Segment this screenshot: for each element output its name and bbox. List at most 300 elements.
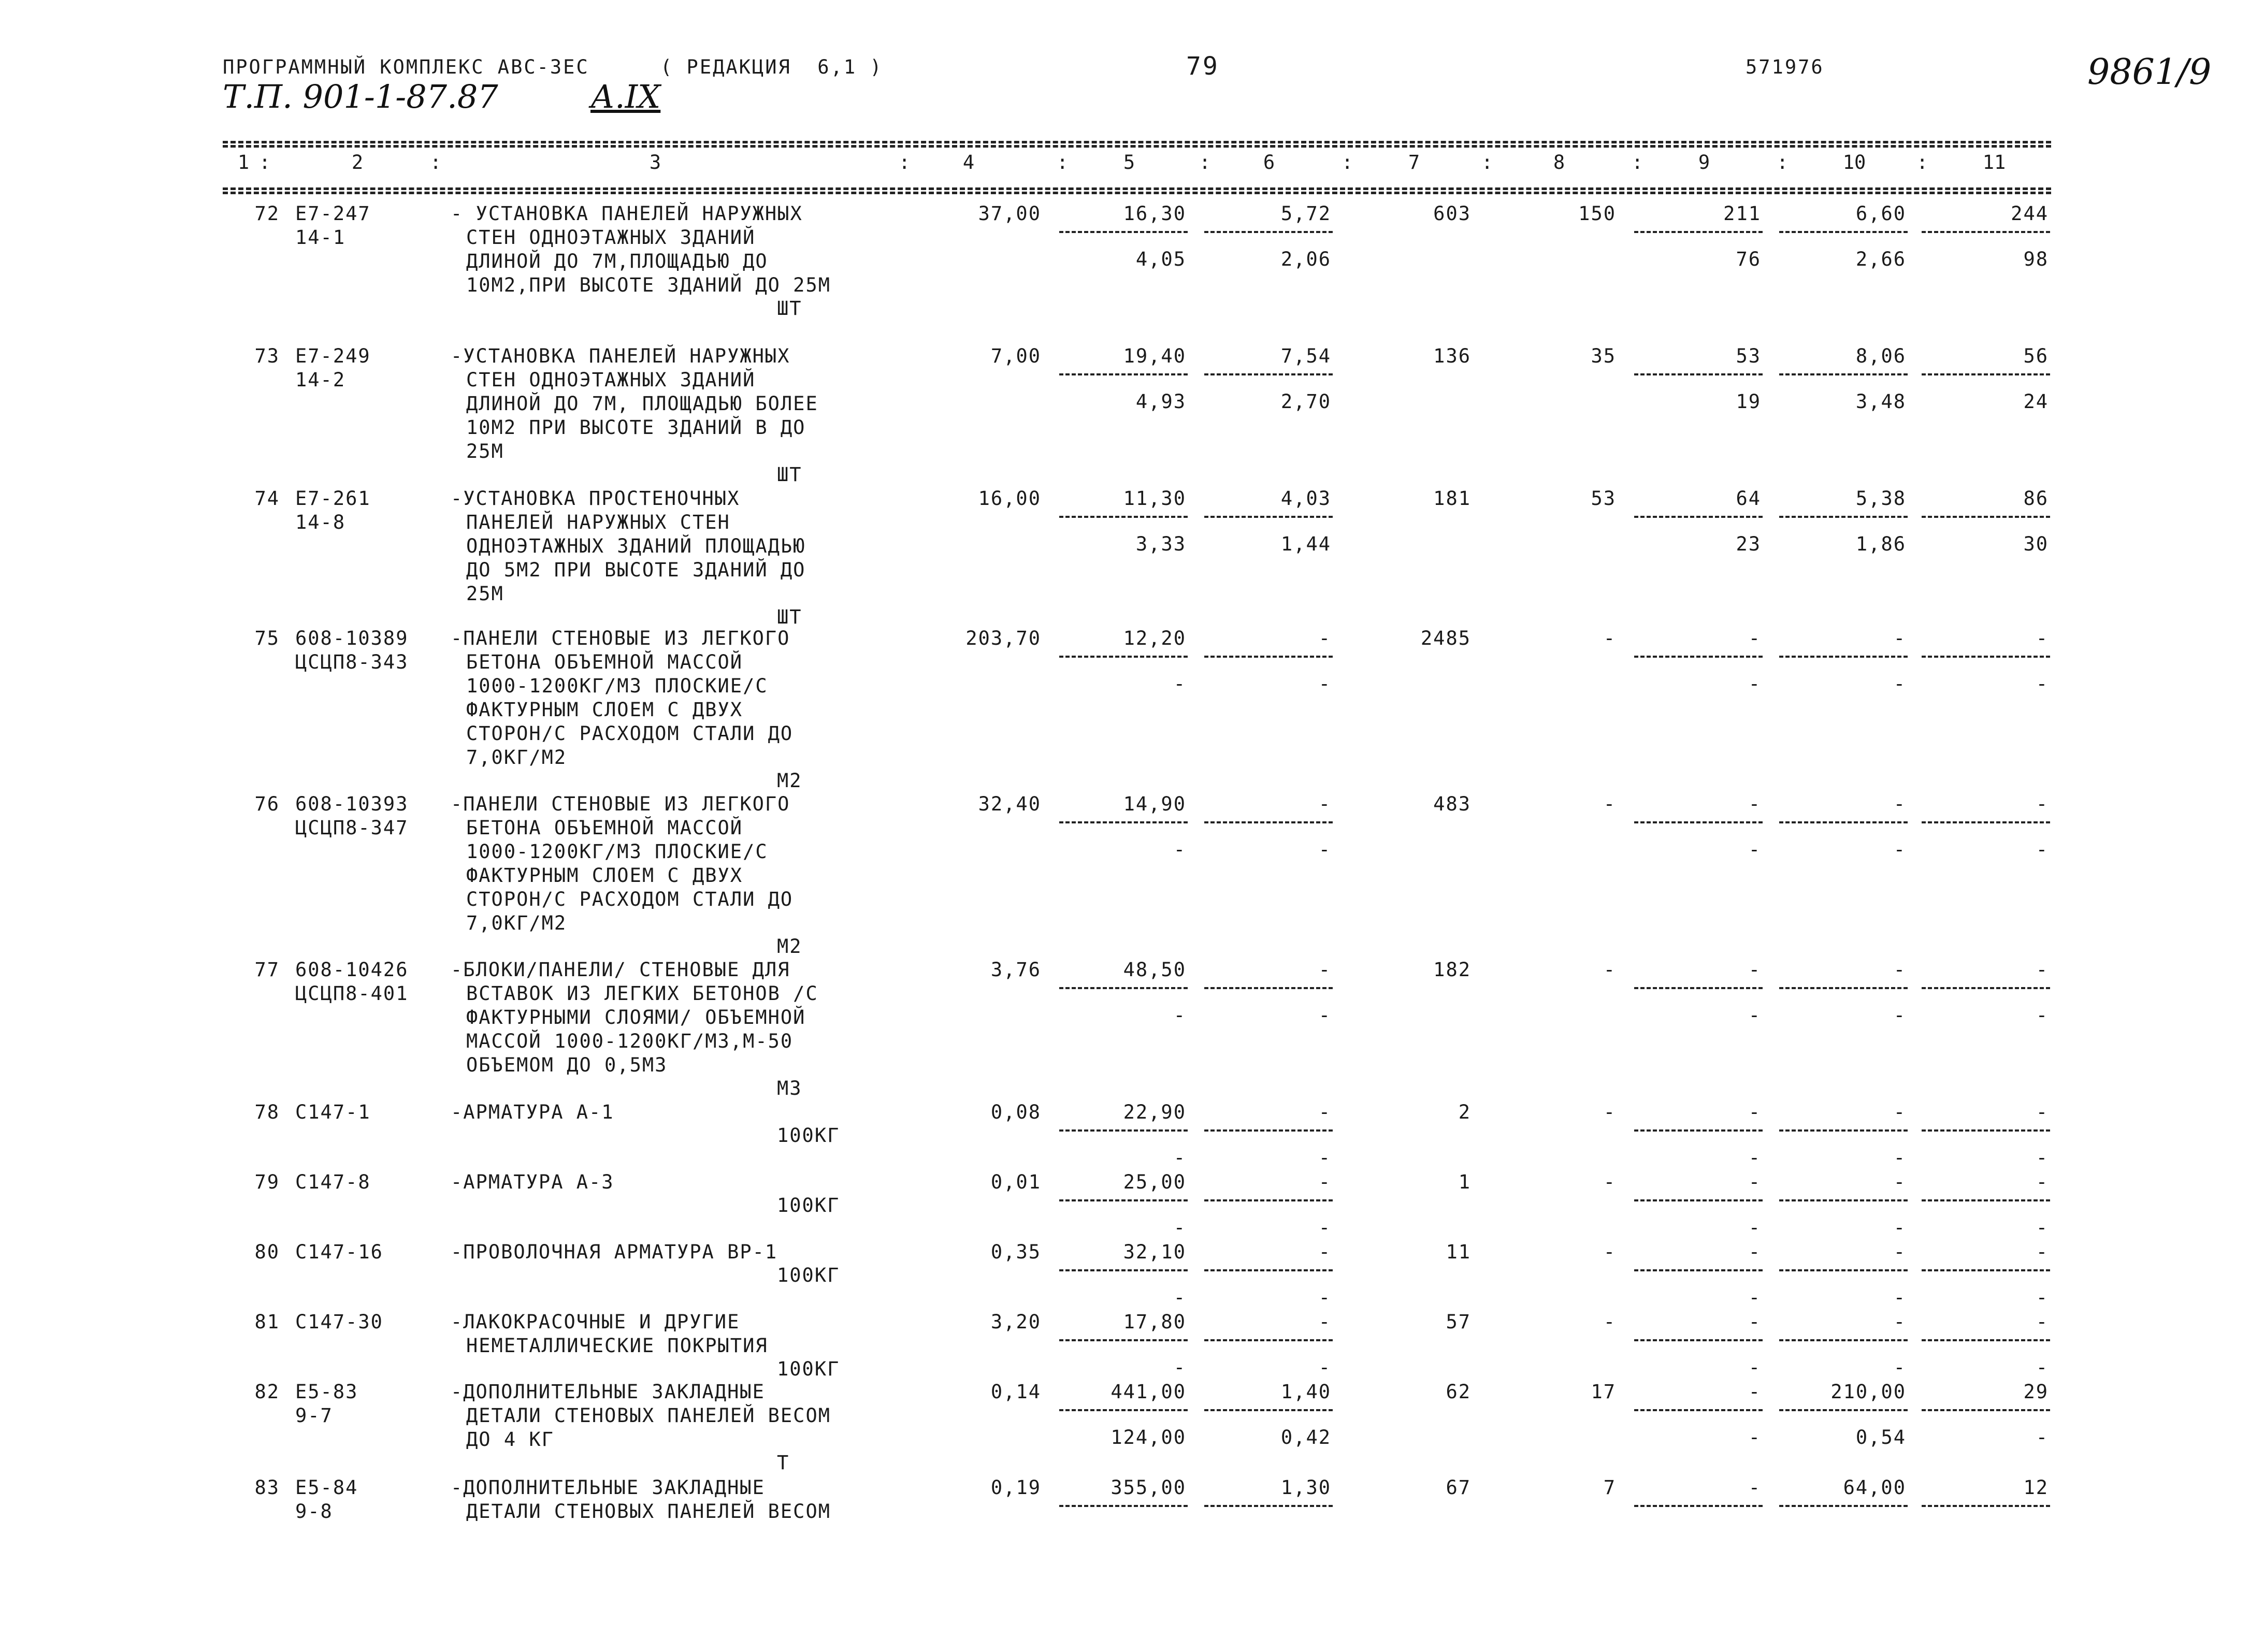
work-description-line: -УСТАНОВКА ПРОСТЕНОЧНЫХ [451,487,740,510]
cell-col-10-lower: - [1893,1286,1906,1309]
cell-col-11-lower: - [2036,1216,2049,1239]
cell-col-9: - [1748,1171,1761,1193]
column-separator: : [1777,151,1789,173]
work-description-line: 7,0КГ/М2 [466,912,567,934]
cell-col-9: - [1748,627,1761,649]
value-divider-line [1922,1339,2050,1341]
work-description-line: ДЛИНОЙ ДО 7М, ПЛОЩАДЬЮ БОЛЕЕ [466,393,818,415]
value-divider-line [1779,373,1908,375]
cell-col-6-lower: 1,44 [1280,533,1331,555]
row-number: 78 [254,1101,280,1123]
cell-col-6: - [1318,1241,1331,1263]
value-divider-line [1779,1339,1908,1341]
cell-col-10-lower: - [1893,1004,1906,1026]
cell-col-5-lower: 4,05 [1135,248,1186,270]
row-number: 81 [254,1311,280,1333]
cell-col-5: 355,00 [1111,1476,1186,1499]
cell-col-9-lower: - [1748,1147,1761,1169]
norm-code: 608-10389 [295,627,409,649]
row-number: 75 [254,627,280,649]
cell-col-10: 64,00 [1843,1476,1906,1499]
cell-col-8: 53 [1591,487,1616,510]
cell-col-6: 4,03 [1280,487,1331,510]
cell-col-7: 603 [1433,202,1471,225]
cell-col-10-lower: - [1893,1147,1906,1169]
work-description-line: ПАНЕЛЕЙ НАРУЖНЫХ СТЕН [466,511,730,533]
value-divider-line [1634,987,1763,989]
value-divider-line [1059,1129,1188,1132]
row-number: 72 [254,202,280,225]
column-separator: : [1342,151,1353,173]
cell-col-5-lower: 3,33 [1135,533,1186,555]
cell-col-4: 3,20 [990,1311,1041,1333]
cell-col-9-lower: 19 [1736,390,1761,413]
cell-col-6-lower: - [1318,838,1331,861]
column-number-9: 9 [1698,151,1710,173]
value-divider-line [1634,1269,1763,1271]
value-divider-line [1204,821,1333,823]
cell-col-5: 14,90 [1123,793,1186,815]
value-divider-line [1059,373,1188,375]
edition-label: ( РЕДАКЦИЯ 6,1 ) [660,56,883,78]
cell-col-6: 1,40 [1280,1381,1331,1403]
value-divider-line [1779,1269,1908,1271]
cell-col-7: 67 [1446,1476,1471,1499]
cell-col-9-lower: - [1748,1286,1761,1309]
cell-col-4: 0,14 [990,1381,1041,1403]
work-description-line: ОБЪЕМОМ ДО 0,5М3 [466,1054,668,1076]
cell-col-11: - [2036,793,2049,815]
cell-col-6: - [1318,1171,1331,1193]
cell-col-4: 0,19 [990,1476,1041,1499]
cell-col-10-lower: - [1893,673,1906,695]
column-separator: : [1481,151,1493,173]
value-divider-line [1922,1409,2050,1411]
row-number: 76 [254,793,280,815]
column-separator: : [1632,151,1643,173]
cell-col-5-lower: - [1173,1356,1186,1379]
cell-col-9: - [1748,1381,1761,1403]
value-divider-line [1779,1409,1908,1411]
cell-col-9-lower: - [1748,1356,1761,1379]
value-divider-line [1779,656,1908,658]
cell-col-4: 7,00 [990,345,1041,367]
cell-col-10-lower: 2,66 [1855,248,1906,270]
value-divider-line [1204,231,1333,233]
cell-col-8: - [1603,959,1616,981]
column-separator: : [430,151,442,173]
column-number-2: 2 [351,151,364,173]
value-divider-line [1779,1505,1908,1507]
cell-col-7: 1 [1458,1171,1471,1193]
measure-unit: Т [777,1452,790,1474]
work-description-line: НЕМЕТАЛЛИЧЕСКИЕ ПОКРЫТИЯ [466,1335,768,1357]
norm-code: Е7-247 [295,202,371,225]
cell-col-11-lower: - [2036,1356,2049,1379]
cell-col-6-lower: - [1318,1216,1331,1239]
cell-col-6: - [1318,1101,1331,1123]
cell-col-11: 29 [2023,1381,2049,1403]
table-top-rule-2 [223,145,2051,148]
cell-col-11-lower: 30 [2023,533,2049,555]
row-number: 73 [254,345,280,367]
cell-col-8: 17 [1591,1381,1616,1403]
cell-col-4: 0,01 [990,1171,1041,1193]
measure-unit: 100КГ [777,1124,840,1147]
value-divider-line [1634,1339,1763,1341]
cell-col-8: - [1603,1311,1616,1333]
cell-col-9-lower: - [1748,838,1761,861]
cell-col-10-lower: - [1893,1216,1906,1239]
value-divider-line [1634,516,1763,518]
cell-col-6-lower: - [1318,1147,1331,1169]
cell-col-10-lower: - [1893,838,1906,861]
value-divider-line [1634,656,1763,658]
cell-col-11: 12 [2023,1476,2049,1499]
column-number-1: 1 [237,151,250,173]
cell-col-11: 244 [2011,202,2049,225]
handwritten-sheet-mark: 9861/9 [2087,52,2212,93]
value-divider-line [1059,656,1188,658]
value-divider-line [1059,1339,1188,1341]
value-divider-line [1059,1409,1188,1411]
document-code: 571976 [1746,56,1824,78]
cell-col-11: - [2036,627,2049,649]
cell-col-5: 25,00 [1123,1171,1186,1193]
cell-col-10-lower: - [1893,1356,1906,1379]
cell-col-5: 48,50 [1123,959,1186,981]
norm-code: 608-10426 [295,959,409,981]
column-number-8: 8 [1553,151,1565,173]
cell-col-8: - [1603,1241,1616,1263]
value-divider-line [1204,1269,1333,1271]
cell-col-7: 182 [1433,959,1471,981]
cell-col-9: 64 [1736,487,1761,510]
cell-col-10: - [1893,793,1906,815]
value-divider-line [1204,1199,1333,1201]
value-divider-line [1204,1339,1333,1341]
work-description-line: ФАКТУРНЫМИ СЛОЯМИ/ ОБЪЕМНОЙ [466,1006,806,1028]
value-divider-line [1922,987,2050,989]
work-description-line: -ПАНЕЛИ СТЕНОВЫЕ ИЗ ЛЕГКОГО [451,627,790,649]
cell-col-9-lower: 23 [1736,533,1761,555]
norm-code: С147-1 [295,1101,371,1123]
norm-code: Е5-83 [295,1381,358,1403]
work-description-line: 10М2,ПРИ ВЫСОТЕ ЗДАНИЙ ДО 25М [466,274,831,296]
column-separator: : [259,151,271,173]
cell-col-6: 1,30 [1280,1476,1331,1499]
cell-col-9: - [1748,793,1761,815]
column-number-7: 7 [1408,151,1420,173]
value-divider-line [1059,1269,1188,1271]
row-number: 82 [254,1381,280,1403]
cell-col-9: 53 [1736,345,1761,367]
cell-col-7: 181 [1433,487,1471,510]
table-top-rule [223,141,2051,143]
cell-col-6-lower: 2,70 [1280,390,1331,413]
cell-col-11: 86 [2023,487,2049,510]
work-description-line: МАССОЙ 1000-1200КГ/М3,М-50 [466,1030,794,1052]
row-number: 80 [254,1241,280,1263]
value-divider-line [1204,1409,1333,1411]
work-description-line: 10М2 ПРИ ВЫСОТЕ ЗДАНИЙ В ДО [466,416,806,439]
cell-col-5-lower: - [1173,1004,1186,1026]
cell-col-5: 12,20 [1123,627,1186,649]
value-divider-line [1204,373,1333,375]
value-divider-line [1779,987,1908,989]
cell-col-10: - [1893,1241,1906,1263]
cell-col-5: 441,00 [1111,1381,1186,1403]
work-description-line: СТОРОН/С РАСХОДОМ СТАЛИ ДО [466,888,794,910]
cell-col-9-lower: - [1748,1426,1761,1448]
cell-col-5-lower: - [1173,1286,1186,1309]
cell-col-11-lower: - [2036,1147,2049,1169]
cell-col-11-lower: - [2036,1286,2049,1309]
work-description-line: 1000-1200КГ/М3 ПЛОСКИЕ/С [466,675,768,697]
value-divider-line [1634,373,1763,375]
norm-code-secondary: 14-8 [295,511,346,533]
measure-unit: 100КГ [777,1194,840,1216]
cell-col-8: - [1603,1171,1616,1193]
column-number-4: 4 [962,151,975,173]
cell-col-6-lower: 2,06 [1280,248,1331,270]
measure-unit: М3 [777,1077,802,1099]
value-divider-line [1204,516,1333,518]
measure-unit: ШТ [777,606,802,628]
cell-col-5-lower: - [1173,1216,1186,1239]
norm-code-secondary: ЦСЦП8-401 [295,982,409,1005]
cell-col-5-lower: - [1173,1147,1186,1169]
cell-col-4: 3,76 [990,959,1041,981]
cell-col-6-lower: - [1318,1356,1331,1379]
cell-col-4: 0,08 [990,1101,1041,1123]
work-description-line: ФАКТУРНЫМ СЛОЕМ С ДВУХ [466,699,743,721]
table-header-rule [223,187,2051,190]
cell-col-6-lower: - [1318,673,1331,695]
work-description-line: -ПАНЕЛИ СТЕНОВЫЕ ИЗ ЛЕГКОГО [451,793,790,815]
value-divider-line [1059,231,1188,233]
work-description-line: -ЛАКОКРАСОЧНЫЕ И ДРУГИЕ [451,1311,740,1333]
cell-col-6: - [1318,1311,1331,1333]
work-description-line: 1000-1200КГ/М3 ПЛОСКИЕ/С [466,841,768,863]
norm-code: С147-30 [295,1311,383,1333]
cell-col-8: - [1603,793,1616,815]
cell-col-4: 37,00 [978,202,1041,225]
work-description-line: ФАКТУРНЫМ СЛОЕМ С ДВУХ [466,864,743,887]
measure-unit: М2 [777,935,802,958]
value-divider-line [1922,1199,2050,1201]
column-number-6: 6 [1263,151,1275,173]
work-description-line: -АРМАТУРА А-1 [451,1101,614,1123]
cell-col-9: - [1748,1476,1761,1499]
cell-col-5: 19,40 [1123,345,1186,367]
norm-code-secondary: 14-1 [295,226,346,249]
norm-code-secondary: 14-2 [295,369,346,391]
cell-col-7: 2485 [1420,627,1471,649]
norm-code: Е7-261 [295,487,371,510]
cell-col-7: 11 [1446,1241,1471,1263]
norm-code-secondary: 9-7 [295,1404,333,1427]
value-divider-line [1922,821,2050,823]
cell-col-9-lower: - [1748,673,1761,695]
value-divider-line [1204,656,1333,658]
cell-col-6-lower: - [1318,1286,1331,1309]
column-number-10: 10 [1842,151,1866,173]
cell-col-11: - [2036,1171,2049,1193]
cell-col-9-lower: - [1748,1216,1761,1239]
value-divider-line [1922,231,2050,233]
cell-col-6-lower: - [1318,1004,1331,1026]
value-divider-line [1922,656,2050,658]
work-description-line: ОДНОЭТАЖНЫХ ЗДАНИЙ ПЛОЩАДЬЮ [466,535,806,557]
cell-col-9-lower: - [1748,1004,1761,1026]
cell-col-6: - [1318,959,1331,981]
work-description-line: 7,0КГ/М2 [466,746,567,769]
cell-col-5-lower: - [1173,673,1186,695]
cell-col-5-lower: 4,93 [1135,390,1186,413]
value-divider-line [1779,516,1908,518]
value-divider-line [1922,1129,2050,1132]
cell-col-8: 35 [1591,345,1616,367]
work-description-line: ДЕТАЛИ СТЕНОВЫХ ПАНЕЛЕЙ ВЕСОМ [466,1404,831,1427]
cell-col-10-lower: 0,54 [1855,1426,1906,1448]
column-separator: : [1199,151,1211,173]
work-description-line: 25М [466,440,504,462]
handwritten-album: А.IX [590,78,661,115]
work-description-line: -ПРОВОЛОЧНАЯ АРМАТУРА ВР-1 [451,1241,778,1263]
work-description-line: ДЛИНОЙ ДО 7М,ПЛОЩАДЬЮ ДО [466,250,768,272]
value-divider-line [1922,516,2050,518]
cell-col-6-lower: 0,42 [1280,1426,1331,1448]
work-description-line: СТЕН ОДНОЭТАЖНЫХ ЗДАНИЙ [466,369,756,391]
cell-col-5-lower: 124,00 [1111,1426,1186,1448]
column-separator: : [899,151,911,173]
work-description-line: -УСТАНОВКА ПАНЕЛЕЙ НАРУЖНЫХ [451,345,790,367]
norm-code-secondary: 9-8 [295,1500,333,1523]
cell-col-10: - [1893,1171,1906,1193]
cell-col-10: 6,60 [1855,202,1906,225]
work-description-line: -АРМАТУРА А-3 [451,1171,614,1193]
value-divider-line [1059,821,1188,823]
cell-col-11: - [2036,959,2049,981]
cell-col-10: 210,00 [1830,1381,1906,1403]
cell-col-7: 483 [1433,793,1471,815]
norm-code-secondary: ЦСЦП8-347 [295,817,409,839]
cell-col-8: - [1603,1101,1616,1123]
cell-col-8: - [1603,627,1616,649]
cell-col-4: 32,40 [978,793,1041,815]
cell-col-11-lower: - [2036,838,2049,861]
work-description-line: БЕТОНА ОБЪЕМНОЙ МАССОЙ [466,651,743,673]
cell-col-7: 136 [1433,345,1471,367]
cell-col-7: 57 [1446,1311,1471,1333]
cell-col-11-lower: - [2036,673,2049,695]
work-description-line: ДО 4 КГ [466,1428,554,1451]
norm-code: С147-16 [295,1241,383,1263]
column-number-3: 3 [649,151,661,173]
measure-unit: М2 [777,770,802,792]
value-divider-line [1779,821,1908,823]
work-description-line: -ДОПОЛНИТЕЛЬНЫЕ ЗАКЛАДНЫЕ [451,1381,765,1403]
value-divider-line [1204,987,1333,989]
work-description-line: 25М [466,583,504,605]
cell-col-11-lower: 98 [2023,248,2049,270]
cell-col-11: - [2036,1311,2049,1333]
cell-col-11: - [2036,1101,2049,1123]
work-description-line: -БЛОКИ/ПАНЕЛИ/ СТЕНОВЫЕ ДЛЯ [451,959,790,981]
row-number: 79 [254,1171,280,1193]
program-title: ПРОГРАММНЫЙ КОМПЛЕКС АВС-3ЕС [223,56,589,78]
cell-col-11-lower: - [2036,1004,2049,1026]
value-divider-line [1779,1199,1908,1201]
cell-col-7: 2 [1458,1101,1471,1123]
measure-unit: ШТ [777,463,802,486]
row-number: 74 [254,487,280,510]
cell-col-11: 56 [2023,345,2049,367]
value-divider-line [1634,1409,1763,1411]
cell-col-6: 7,54 [1280,345,1331,367]
norm-code-secondary: ЦСЦП8-343 [295,651,409,673]
work-description-line: -ДОПОЛНИТЕЛЬНЫЕ ЗАКЛАДНЫЕ [451,1476,765,1499]
cell-col-5: 17,80 [1123,1311,1186,1333]
value-divider-line [1922,1269,2050,1271]
cell-col-7: 62 [1446,1381,1471,1403]
norm-code: Е7-249 [295,345,371,367]
value-divider-line [1634,821,1763,823]
value-divider-line [1922,1505,2050,1507]
column-separator: : [1057,151,1069,173]
cell-col-4: 16,00 [978,487,1041,510]
column-number-5: 5 [1123,151,1135,173]
cell-col-9: - [1748,1101,1761,1123]
cell-col-5: 16,30 [1123,202,1186,225]
work-description-line: СТОРОН/С РАСХОДОМ СТАЛИ ДО [466,722,794,745]
cell-col-9-lower: 76 [1736,248,1761,270]
value-divider-line [1634,1129,1763,1132]
cell-col-5: 11,30 [1123,487,1186,510]
norm-code: 608-10393 [295,793,409,815]
value-divider-line [1059,987,1188,989]
work-description-line: ВСТАВОК ИЗ ЛЕГКИХ БЕТОНОВ /С [466,982,818,1005]
measure-unit: ШТ [777,297,802,320]
cell-col-10-lower: 3,48 [1855,390,1906,413]
cell-col-6: 5,72 [1280,202,1331,225]
cell-col-10: 8,06 [1855,345,1906,367]
cell-col-4: 0,35 [990,1241,1041,1263]
cell-col-9: - [1748,1311,1761,1333]
cell-col-9: - [1748,959,1761,981]
handwritten-project-number: Т.П. 901-1-87.87 [223,78,498,115]
cell-col-10: - [1893,627,1906,649]
row-number: 77 [254,959,280,981]
cell-col-10: - [1893,959,1906,981]
value-divider-line [1204,1129,1333,1132]
column-separator: : [1916,151,1928,173]
cell-col-10: - [1893,1101,1906,1123]
cell-col-10-lower: 1,86 [1855,533,1906,555]
cell-col-5-lower: - [1173,838,1186,861]
cell-col-8: 7 [1603,1476,1616,1499]
value-divider-line [1634,1199,1763,1201]
cell-col-6: - [1318,627,1331,649]
cell-col-9: - [1748,1241,1761,1263]
page-number: 79 [1186,52,1219,81]
cell-col-11-lower: 24 [2023,390,2049,413]
cell-col-11: - [2036,1241,2049,1263]
row-number: 83 [254,1476,280,1499]
measure-unit: 100КГ [777,1358,840,1380]
cell-col-10: 5,38 [1855,487,1906,510]
